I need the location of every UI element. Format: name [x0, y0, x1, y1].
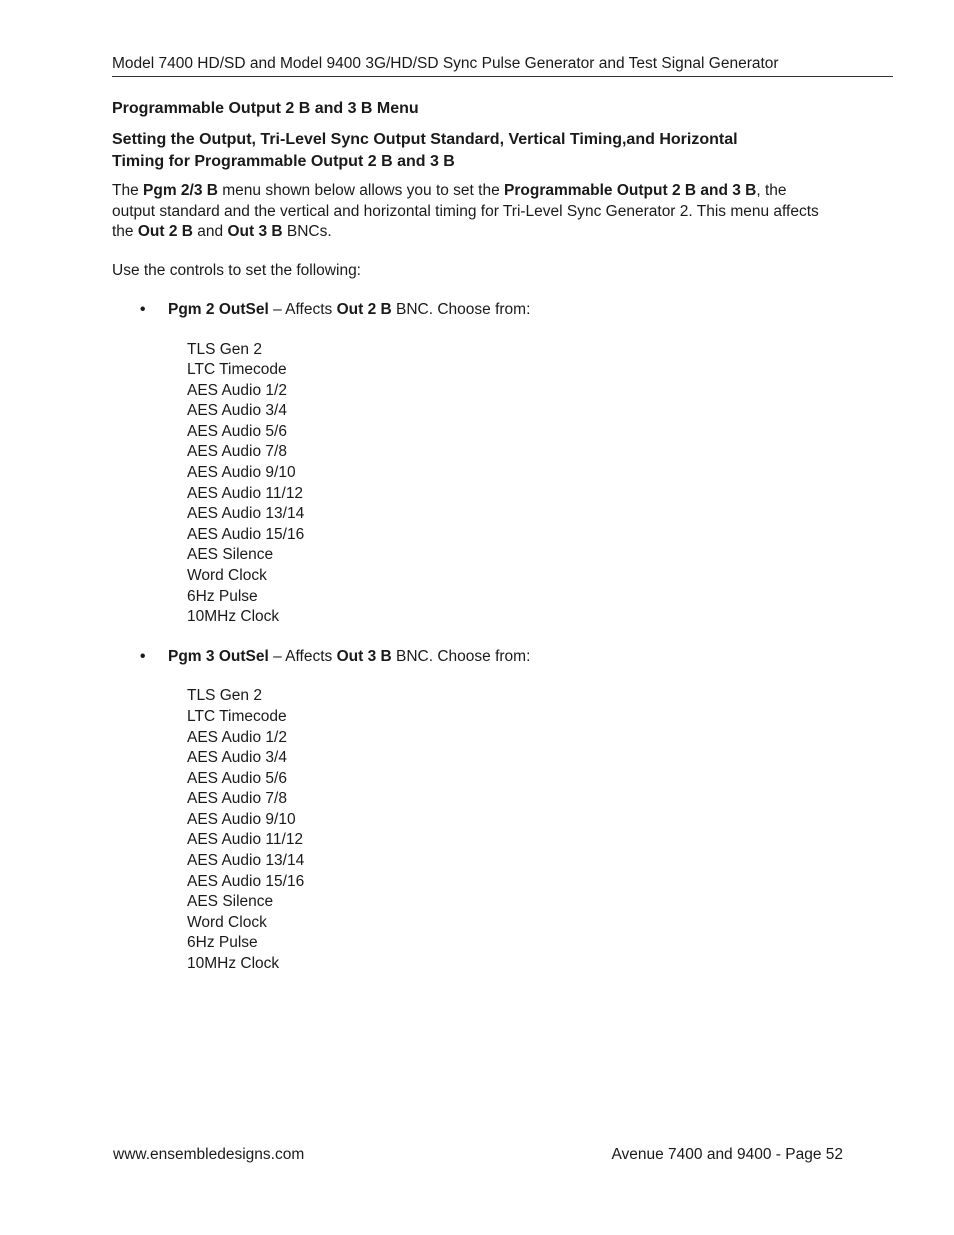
option-item: AES Audio 3/4 [187, 402, 287, 420]
intro-text-2: menu shown below allows you to set the [217, 182, 505, 199]
bullet-marker: • [140, 647, 146, 665]
main-content [112, 98, 832, 975]
option-item: TLS Gen 2 [187, 340, 262, 358]
use-controls-text: Use the controls to set the following: [112, 261, 361, 279]
intro-bold-outputs: Programmable Output 2 B and 3 B [504, 182, 757, 199]
option-item: AES Audio 7/8 [187, 790, 287, 808]
option-item: 6Hz Pulse [187, 587, 258, 605]
option-list-pgm3 [112, 686, 832, 974]
option-item: AES Silence [187, 893, 274, 911]
intro-bold-out3b: Out 3 B [227, 223, 283, 240]
option-item: AES Audio 11/12 [187, 484, 304, 502]
option-list-pgm2 [112, 340, 832, 628]
footer-page-number: Avenue 7400 and 9400 - Page 52 [611, 1146, 843, 1163]
option-item: 10MHz Clock [187, 955, 280, 973]
footer-website: www.ensembledesigns.com [113, 1146, 305, 1163]
bullet-bnc: Out 2 B [336, 301, 392, 318]
option-item: Word Clock [187, 913, 267, 931]
option-item: AES Audio 9/10 [187, 464, 296, 482]
option-item: LTC Timecode [187, 707, 287, 725]
option-item: AES Silence [187, 546, 274, 564]
option-item: AES Audio 3/4 [187, 749, 287, 767]
option-item: AES Audio 13/14 [187, 852, 305, 870]
option-item: AES Audio 9/10 [187, 810, 296, 828]
intro-paragraph [112, 181, 832, 243]
bullet-bnc: Out 3 B [336, 647, 392, 665]
sub-heading-line1: Setting the Output, Tri-Level Sync Output Standard, Vertical Timing,and Horizontal [112, 131, 738, 148]
intro-text-3: , the output standard and the vertical and horizontal timing for Tri-Level Sync Generator 2. This menu affects the [112, 182, 819, 240]
page-header [112, 54, 893, 77]
option-item: TLS Gen 2 [187, 687, 262, 705]
header-title: Model 7400 HD/SD and Model 9400 3G/HD/SD Sync Pulse Generator and Test Signal Generator [112, 55, 779, 72]
option-item: AES Audio 13/14 [187, 505, 305, 523]
bullet-text: BNC. Choose from: [391, 647, 531, 665]
intro-text-5: BNCs. [282, 223, 332, 240]
option-item: Word Clock [187, 567, 267, 585]
bullet-marker: • [140, 301, 146, 318]
bullet-name: Pgm 2 OutSel [168, 301, 269, 318]
sub-heading [112, 129, 832, 173]
option-item: 6Hz Pulse [187, 934, 258, 952]
option-item: AES Audio 15/16 [187, 872, 305, 890]
bullet-text: BNC. Choose from: [391, 301, 531, 318]
option-item: AES Audio 5/6 [187, 422, 287, 440]
intro-text-1: The [112, 182, 144, 199]
intro-text-4: and [192, 223, 228, 240]
bullet-name: Pgm 3 OutSel [168, 647, 269, 665]
menu-heading: Programmable Output 2 B and 3 B Menu [112, 100, 419, 117]
intro-bold-out2b: Out 2 B [137, 223, 193, 240]
option-item: AES Audio 7/8 [187, 443, 287, 461]
bullet-pgm2-outsel [112, 300, 832, 321]
option-item: AES Audio 1/2 [187, 381, 287, 399]
option-item: AES Audio 1/2 [187, 728, 287, 746]
option-item: AES Audio 11/12 [187, 831, 304, 849]
option-item: AES Audio 5/6 [187, 769, 287, 787]
bullet-text: – Affects [268, 647, 337, 665]
sub-heading-line2: Timing for Programmable Output 2 B and 3 B [112, 153, 455, 170]
bullet-pgm3-outsel [112, 647, 832, 668]
option-item: 10MHz Clock [187, 608, 280, 626]
option-item: LTC Timecode [187, 361, 287, 379]
option-item: AES Audio 15/16 [187, 525, 305, 543]
intro-bold-menu: Pgm 2/3 B [143, 182, 218, 199]
bullet-text: – Affects [268, 301, 337, 318]
